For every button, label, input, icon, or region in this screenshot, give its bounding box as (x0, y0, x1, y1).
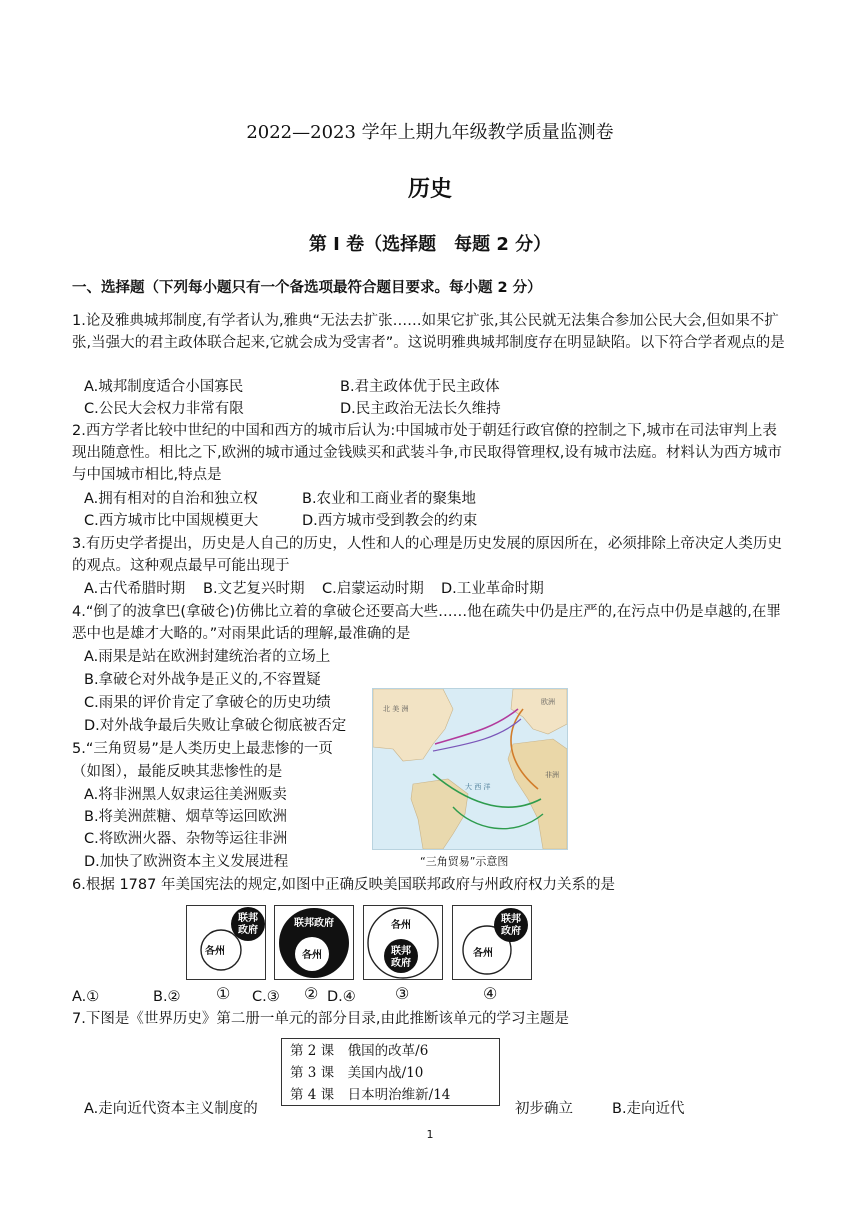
diagram-4-svg (453, 906, 531, 979)
map-label-ocean: 大 西 洋 (465, 783, 491, 791)
diagram-label-1: ① (216, 984, 231, 1003)
q5-option-a: A.将非洲黑人奴隶运往美洲贩卖 (84, 787, 287, 803)
q7-option-b: B.走向近代 (612, 1101, 685, 1117)
diagram-3 (363, 905, 443, 980)
q5-option-c: C.将欧洲火器、杂物等运往非洲 (84, 831, 288, 847)
q5-stem-line2: （如图），最能反映其悲惨性的是 (72, 764, 283, 780)
diagram-2-svg (275, 906, 353, 979)
q2-option-a: A.拥有相对的自治和独立权 (84, 491, 258, 507)
map-svg (373, 689, 567, 849)
diagram-1-svg (187, 906, 265, 979)
q6-option-b: B.② (153, 989, 181, 1005)
table-of-contents-box (281, 1038, 500, 1106)
q3-option-b: B.文艺复兴时期 (203, 581, 305, 597)
q1-option-c: C.公民大会权力非常有限 (84, 401, 244, 417)
q4-stem: 4.“倒了的波拿巴(拿破仑)仿佛比立着的拿破仑还要高大些……他在疏失中仍是庄严的,在污点中仍是卓越的,在罪恶中也是雄才大略的。”对雨果此话的理解,最准确的是 (72, 604, 781, 642)
map-label-north-america: 北 美 洲 (383, 705, 409, 713)
states-label: 各州 (205, 946, 225, 957)
q7-stem: 7.下图是《世界历史》第二册一单元的部分目录,由此推断该单元的学习主题是 (72, 1011, 569, 1027)
triangle-trade-map (372, 688, 568, 850)
north-america-landmass (373, 689, 453, 761)
q7-option-a-part1: A.走向近代资本主义制度的 (84, 1101, 258, 1117)
q6-option-a: A.① (72, 989, 100, 1005)
exam-title: 2022—2023 学年上期九年级教学质量监测卷 (246, 122, 614, 143)
diagram-label-2: ② (304, 984, 319, 1003)
q2-option-c: C.西方城市比中国规模更大 (84, 513, 259, 529)
q4-option-c: C.雨果的评价肯定了拿破仑的历史功绩 (84, 695, 331, 711)
map-label-europe: 欧洲 (541, 698, 555, 706)
diagram-4 (452, 905, 532, 980)
q4-option-a: A.雨果是站在欧洲封建统治者的立场上 (84, 649, 331, 665)
q5-stem-line1: 5.“三角贸易”是人类历史上最悲惨的一页 (72, 741, 333, 757)
subject-title: 历史 (407, 177, 452, 202)
federal-label-line1: 联邦 (501, 914, 521, 925)
federal-label: 联邦政府 (294, 918, 334, 929)
q5-option-d: D.加快了欧洲资本主义发展进程 (84, 854, 289, 870)
q1-option-d: D.民主政治无法长久维持 (340, 401, 501, 417)
federal-label-line1: 联邦 (391, 946, 411, 957)
diagram-label-4: ④ (483, 984, 498, 1003)
federal-label-line1: 联邦 (238, 913, 258, 924)
q1-stem: 1.论及雅典城邦制度,有学者认为,雅典“无法去扩张……如果它扩张,其公民就无法集合参加公民大会,但如果不扩张,当强大的君主政体联合起来,它就会成为受害者”。这说明雅典城邦制度存在明显缺陷。以下符合学者观点的是 (72, 313, 785, 351)
diagram-3-svg (364, 906, 442, 979)
q4-option-b: B.拿破仑对外战争是正义的,不容置疑 (84, 672, 321, 688)
diagram-1 (186, 905, 266, 980)
route-africa-southamerica (453, 807, 543, 829)
diagram-2 (274, 905, 354, 980)
q5-option-b: B.将美洲蔗糖、烟草等运回欧洲 (84, 809, 288, 825)
states-label: 各州 (473, 948, 493, 959)
part-title: 第 I 卷（选择题 每题 2 分） (308, 234, 552, 255)
q2-option-d: D.西方城市受到教会的约束 (302, 513, 478, 529)
europe-landmass (511, 689, 567, 734)
q3-option-a: A.古代希腊时期 (84, 581, 186, 597)
q1-option-b: B.君主政体优于民主政体 (340, 379, 500, 395)
federal-label-line2: 政府 (238, 925, 258, 936)
states-label: 各州 (302, 950, 322, 961)
section-heading: 一、选择题（下列每小题只有一个备选项最符合题目要求。每小题 2 分） (72, 280, 542, 296)
federal-label-line2: 政府 (501, 926, 521, 937)
q6-option-d: D.④ (327, 989, 356, 1005)
q6-stem: 6.根据 1787 年美国宪法的规定,如图中正确反映美国联邦政府与州政府权力关系的是 (72, 877, 616, 893)
africa-landmass (508, 739, 567, 849)
q2-option-b: B.农业和工商业者的聚集地 (302, 491, 477, 507)
federal-label-line2: 政府 (391, 958, 411, 969)
q6-option-c: C.③ (252, 989, 280, 1005)
q3-stem: 3.有历史学者提出，历史是人自己的历史，人性和人的心理是历史发展的原因所在，必须排除上帝决定人类历史的观点。这种观点最早可能出现于 (72, 536, 782, 574)
toc-item: 第 2 课 俄国的改革/6 (290, 1043, 429, 1059)
q3-option-d: D.工业革命时期 (441, 581, 544, 597)
map-label-africa: 非洲 (545, 771, 559, 779)
q7-option-a-part2: 初步确立 (515, 1101, 573, 1117)
page-number: 1 (426, 1128, 434, 1141)
toc-item: 第 4 课 日本明治维新/14 (290, 1087, 451, 1103)
q4-option-d: D.对外战争最后失败让拿破仑彻底被否定 (84, 718, 347, 734)
q2-stem: 2.西方学者比较中世纪的中国和西方的城市后认为:中国城市处于朝廷行政官僚的控制之下,城市在司法审判上表现出随意性。相比之下,欧洲的城市通过金钱赎买和武装斗争,市民取得管理权,设有城市法庭。材料认为西方城市与中国城市相比,特点是 (72, 423, 782, 483)
toc-item: 第 3 课 美国内战/10 (290, 1065, 424, 1081)
states-label: 各州 (391, 920, 411, 931)
diagram-label-3: ③ (395, 984, 410, 1003)
q1-option-a: A.城邦制度适合小国寡民 (84, 379, 244, 395)
map-caption: “三角贸易”示意图 (420, 855, 509, 868)
q3-option-c: C.启蒙运动时期 (322, 581, 424, 597)
